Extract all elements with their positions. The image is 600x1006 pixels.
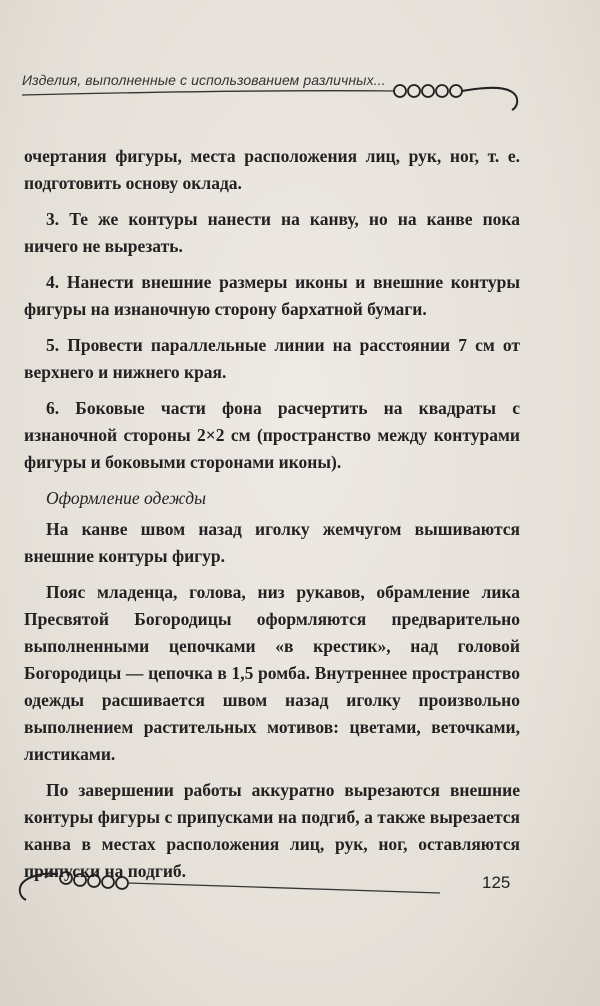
- paragraph: 6. Боковые части фона расчертить на квадраты с изнаночной стороны 2×2 см (пространство между контурами фигуры и боковыми сторонами иконы).: [24, 398, 520, 472]
- paragraph: На канве швом назад иголку жемчугом вышиваются внешние контуры фигур.: [24, 519, 520, 566]
- paragraph: По завершении работы аккуратно вырезаются внешние контуры фигуры с припусками на подгиб, а также вырезается канва в местах расположения лиц, рук, ног, оставляются припуски на подгиб.: [24, 780, 520, 881]
- section-subheading: Оформление одежды: [46, 488, 206, 508]
- header-bead-ornament: [0, 60, 600, 120]
- paragraph: 5. Провести параллельные линии на расстоянии 7 см от верхнего и нижнего края.: [24, 335, 520, 382]
- page-number: 125: [482, 873, 511, 892]
- paragraph: очертания фигуры, места расположения лиц, рук, ног, т. е. подготовить основу оклада.: [24, 146, 520, 193]
- body-text: [24, 143, 520, 894]
- running-header-title: Изделия, выполненные с использованием различных...: [22, 72, 386, 88]
- paragraph: 3. Те же контуры нанести на канву, но на канве пока ничего не вырезать.: [24, 209, 520, 256]
- paragraph: 4. Нанести внешние размеры иконы и внешние контуры фигуры на изнаночную сторону бархатной бумаги.: [24, 272, 520, 319]
- paragraph: Пояс младенца, голова, низ рукавов, обрамление лика Пресвятой Богородицы оформляются предварительно выполненными цепочками «в крестик», над головой Богородицы — цепочка в 1,5 ромба. Внутреннее пространство одежды расшивается швом назад иголку произвольно выполнением растительных мотивов: цветами, веточками, листиками.: [24, 582, 520, 764]
